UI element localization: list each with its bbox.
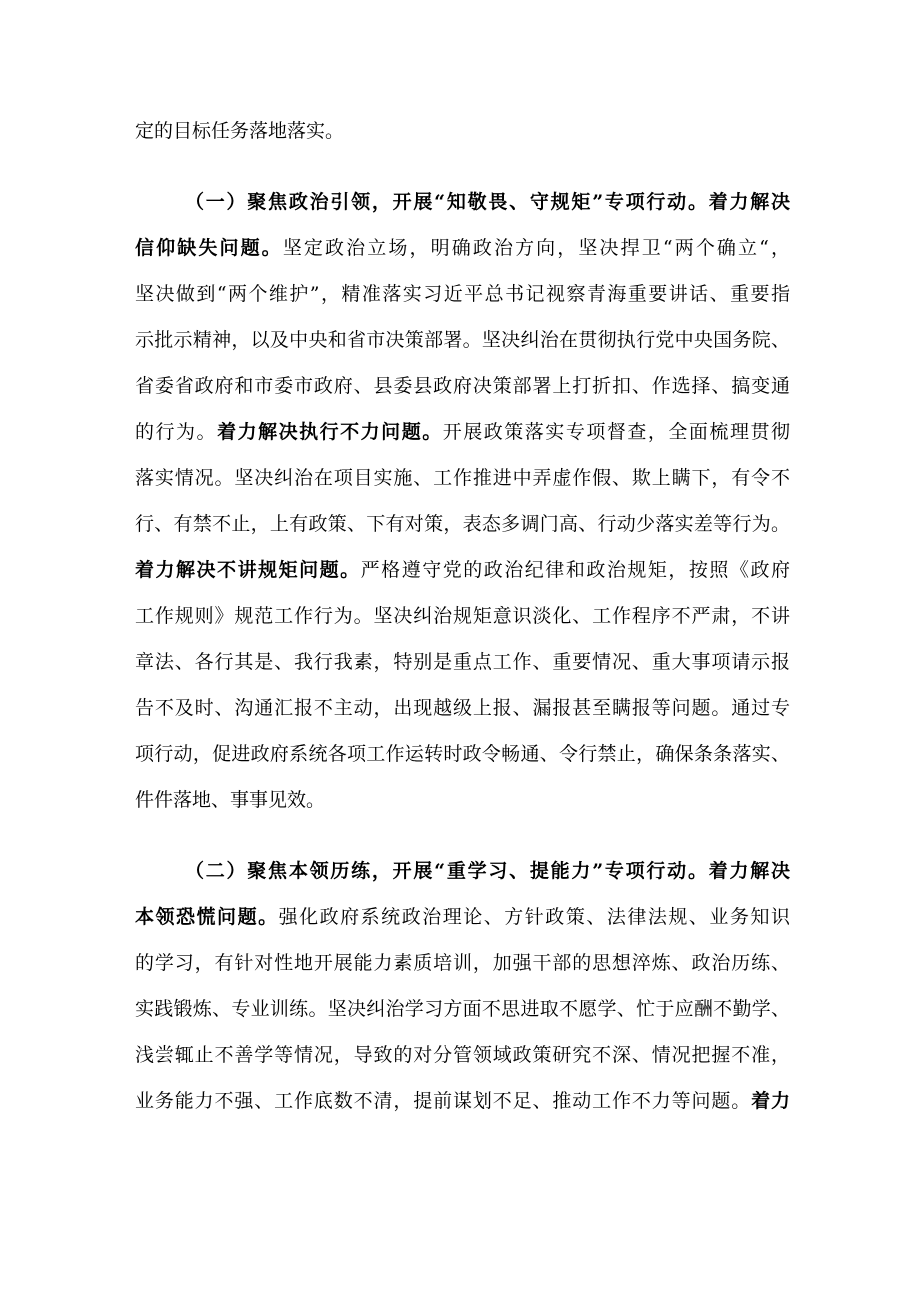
paragraph-2-heading-line bbox=[185, 859, 790, 883]
heading-text: （一）聚焦政治引领，开展“知敬畏、守规矩”专项行动。着力解决 bbox=[185, 191, 790, 213]
bold-text-run: 着力解决不讲规矩问题。 bbox=[135, 559, 361, 581]
text-run: 告不及时、沟通汇报不主动，出现越级上报、漏报甚至瞒报等问题。通过专 bbox=[135, 697, 790, 719]
paragraph-1-line-4 bbox=[135, 328, 790, 352]
text-run: 行、有禁不止，上有政策、下有对策，表态多调门高、行动少落实差等行为。 bbox=[135, 513, 790, 535]
paragraph-1-line-10 bbox=[135, 604, 790, 628]
text-run: 的行为。 bbox=[135, 421, 218, 443]
paragraph-1-heading-line bbox=[185, 190, 790, 214]
text-run: 坚决做到“两个维护”，精准落实习近平总书记视察青海重要讲话、重要指 bbox=[135, 283, 790, 305]
paragraph-2-line-5 bbox=[135, 1043, 790, 1067]
text-run: 实践锻炼、专业训练。坚决纠治学习方面不思进取不愿学、忙于应酬不勤学、 bbox=[135, 998, 790, 1020]
text-run: 示批示精神，以及中央和省市决策部署。坚决纠治在贯彻执行党中央国务院、 bbox=[135, 329, 790, 351]
paragraph-1-line-11 bbox=[135, 650, 790, 674]
text-run: 的学习，有针对性地开展能力素质培训，加强干部的思想淬炼、政治历练、 bbox=[135, 952, 790, 974]
paragraph-1-line-3 bbox=[135, 282, 790, 306]
text-run: 业务能力不强、工作底数不清，提前谋划不足、推动工作不力等问题。 bbox=[135, 1090, 752, 1112]
paragraph-2-line-4 bbox=[135, 997, 790, 1021]
paragraph-1-line-14 bbox=[135, 788, 790, 812]
text-run: 工作规则》规范工作行为。坚决纠治规矩意识淡化、工作程序不严肃，不讲 bbox=[135, 605, 790, 627]
paragraph-1-line-2 bbox=[135, 236, 790, 260]
paragraph-2-line-3 bbox=[135, 951, 790, 975]
paragraph-1-line-6 bbox=[135, 420, 790, 444]
text-run: 开展政策落实专项督查，全面梳理贯彻 bbox=[442, 421, 790, 443]
paragraph-2-line-6 bbox=[135, 1089, 790, 1113]
paragraph-1-line-9 bbox=[135, 558, 790, 582]
paragraph-1-line-7 bbox=[135, 466, 790, 490]
heading-text: （二）聚焦本领历练，开展“重学习、提能力”专项行动。着力解决 bbox=[185, 860, 790, 882]
text-run: 坚定政治立场，明确政治方向，坚决捍卫“两个确立“， bbox=[282, 237, 790, 259]
paragraph-1-line-8 bbox=[135, 512, 790, 536]
text-run: 省委省政府和市委市政府、县委县政府决策部署上打折扣、作选择、搞变通 bbox=[135, 375, 790, 397]
text-run: 强化政府系统政治理论、方针政策、法律法规、业务知识 bbox=[278, 906, 790, 928]
text-run: 项行动，促进政府系统各项工作运转时政令畅通、令行禁止，确保条条落实、 bbox=[135, 743, 790, 765]
bold-text-run: 本领恐慌问题。 bbox=[135, 906, 279, 928]
paragraph-1-line-5 bbox=[135, 374, 790, 398]
text-run: 严格遵守党的政治纪律和政治规矩，按照《政府 bbox=[360, 559, 790, 581]
bold-text-run: 信仰缺失问题。 bbox=[135, 237, 283, 259]
bold-text-run: 着力解决执行不力问题。 bbox=[217, 421, 443, 443]
paragraph-1-line-13 bbox=[135, 742, 790, 766]
text-run: 浅尝辄止不善学等情况，导致的对分管领域政策研究不深、情况把握不准， bbox=[135, 1044, 790, 1066]
text-run: 件件落地、事事见效。 bbox=[135, 789, 326, 811]
text-run: 定的目标任务落地落实。 bbox=[135, 120, 345, 142]
paragraph-1-line-12 bbox=[135, 696, 790, 720]
paragraph-2-line-2 bbox=[135, 905, 790, 929]
text-run: 落实情况。坚决纠治在项目实施、工作推进中弄虚作假、欺上瞒下，有令不 bbox=[135, 467, 790, 489]
text-run: 章法、各行其是、我行我素，特别是重点工作、重要情况、重大事项请示报 bbox=[135, 651, 790, 673]
paragraph-0-line-1 bbox=[135, 119, 790, 143]
bold-text-run: 着力 bbox=[751, 1090, 790, 1112]
